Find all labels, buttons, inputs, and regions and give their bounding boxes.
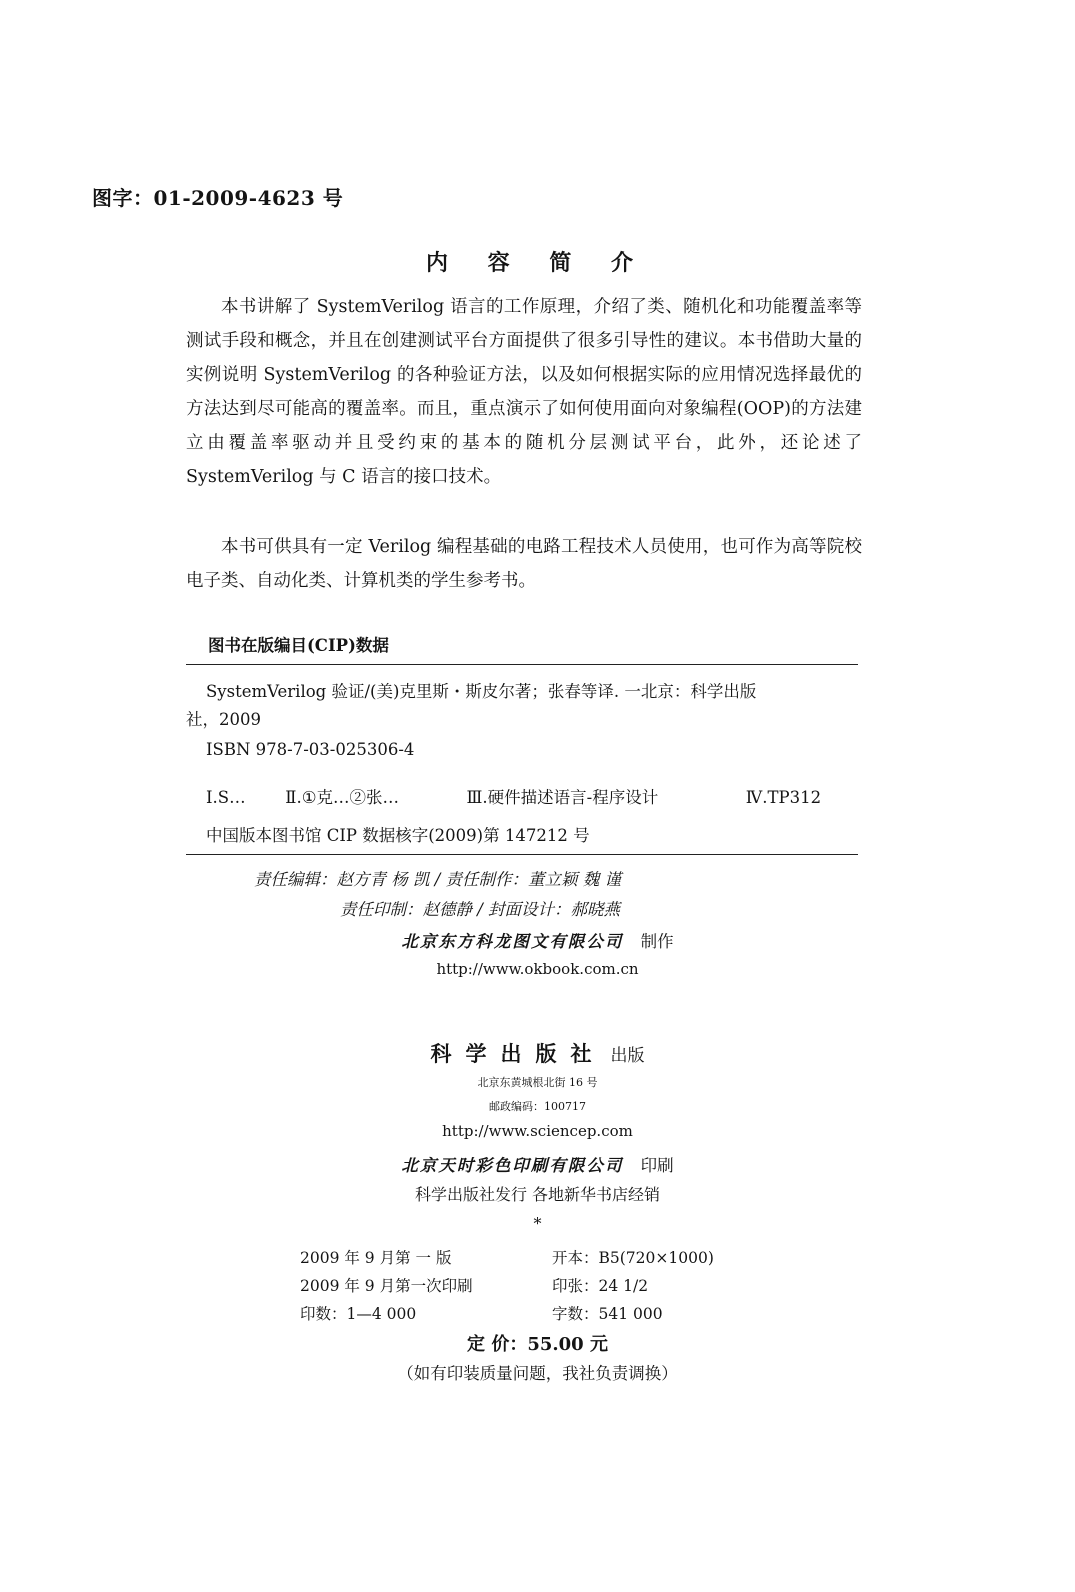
publisher-suffix: 出版	[610, 1046, 645, 1066]
word-count-line: 字数：541 000	[552, 1305, 663, 1323]
summary-title: 内 容 简 介	[426, 250, 649, 276]
cip-class-4: Ⅳ.TP312	[745, 788, 822, 807]
cip-class-2: Ⅱ.①克…②张…	[285, 788, 400, 807]
publisher-url: http://www.sciencep.com	[442, 1122, 633, 1140]
summary-paragraph-2	[186, 530, 862, 598]
cip-line-2: 社，2009	[186, 710, 261, 729]
cip-class-3: Ⅲ.硬件描述语言-程序设计	[466, 788, 659, 807]
edition-line: 2009 年 9 月第 一 版	[300, 1249, 452, 1267]
printer-name: 北京天时彩色印刷有限公司	[401, 1156, 624, 1175]
cip-class-1: Ⅰ.S…	[206, 788, 246, 807]
producer-line	[0, 928, 1075, 952]
print-run-line: 印数：1—4 000	[300, 1305, 417, 1323]
credits-editors: 责任编辑：赵方青 杨 凯 / 责任制作：董立颖 魏 谨	[254, 870, 622, 889]
cip-isbn: ISBN 978-7-03-025306-4	[206, 740, 415, 759]
sheets-line: 印张：24 1/2	[552, 1277, 649, 1295]
credits-print-cover: 责任印制：赵德静 / 封面设计：郝晓燕	[340, 900, 621, 919]
publisher-name: 科学出版社	[430, 1041, 606, 1066]
summary-text-1: 本书讲解了 SystemVerilog 语言的工作原理，介绍了类、随机化和功能覆盖率等测试手段和概念，并且在创建测试平台方面提供了很多引导性的建议。本书借助大量的实例说明 SystemVerilog 的各种验证方法，以及如何根据实际的应用情况选择最优的方法达到尽可能高的覆盖率。而且，重点演示了如何使用面向对象编程(OOP)的方法建立由覆盖率驱动并且受约束的基本的随机分层测试平台，此外，还论述了 SystemVerilog 与 C 语言的接口技术。	[186, 297, 862, 487]
cip-classification	[206, 784, 821, 808]
publisher-line	[0, 1038, 1075, 1068]
distribution-line: 科学出版社发行 各地新华书店经销	[414, 1185, 661, 1204]
registration-number: 图字：01-2009-4623 号	[92, 186, 344, 210]
cip-line-1: SystemVerilog 验证/(美)克里斯・斯皮尔著；张春等译. 一北京：科学出版	[206, 682, 757, 701]
summary-text-2: 本书可供具有一定 Verilog 编程基础的电路工程技术人员使用，也可作为高等院校电子类、自动化类、计算机类的学生参考书。	[186, 537, 862, 591]
publisher-postcode: 邮政编码：100717	[489, 1100, 586, 1113]
cip-library-number: 中国版本图书馆 CIP 数据核字(2009)第 147212 号	[206, 826, 590, 845]
separator-star: *	[533, 1214, 542, 1233]
summary-paragraph-1	[186, 290, 862, 494]
cip-top-rule	[186, 664, 858, 665]
price-line: 定 价：55.00 元	[467, 1334, 608, 1355]
printer-suffix: 印刷	[640, 1156, 674, 1175]
producer-name: 北京东方科龙图文有限公司	[401, 932, 624, 951]
quality-notice: （如有印装质量问题，我社负责调换）	[397, 1364, 678, 1383]
printing-line: 2009 年 9 月第一次印刷	[300, 1277, 473, 1295]
format-line: 开本：B5(720×1000)	[552, 1249, 714, 1267]
producer-url: http://www.okbook.com.cn	[436, 960, 639, 978]
printer-line	[0, 1152, 1075, 1176]
cip-bottom-rule	[186, 854, 858, 855]
publisher-address: 北京东黄城根北街 16 号	[477, 1076, 598, 1089]
cip-title: 图书在版编目(CIP)数据	[208, 636, 389, 655]
producer-suffix: 制作	[640, 932, 674, 951]
